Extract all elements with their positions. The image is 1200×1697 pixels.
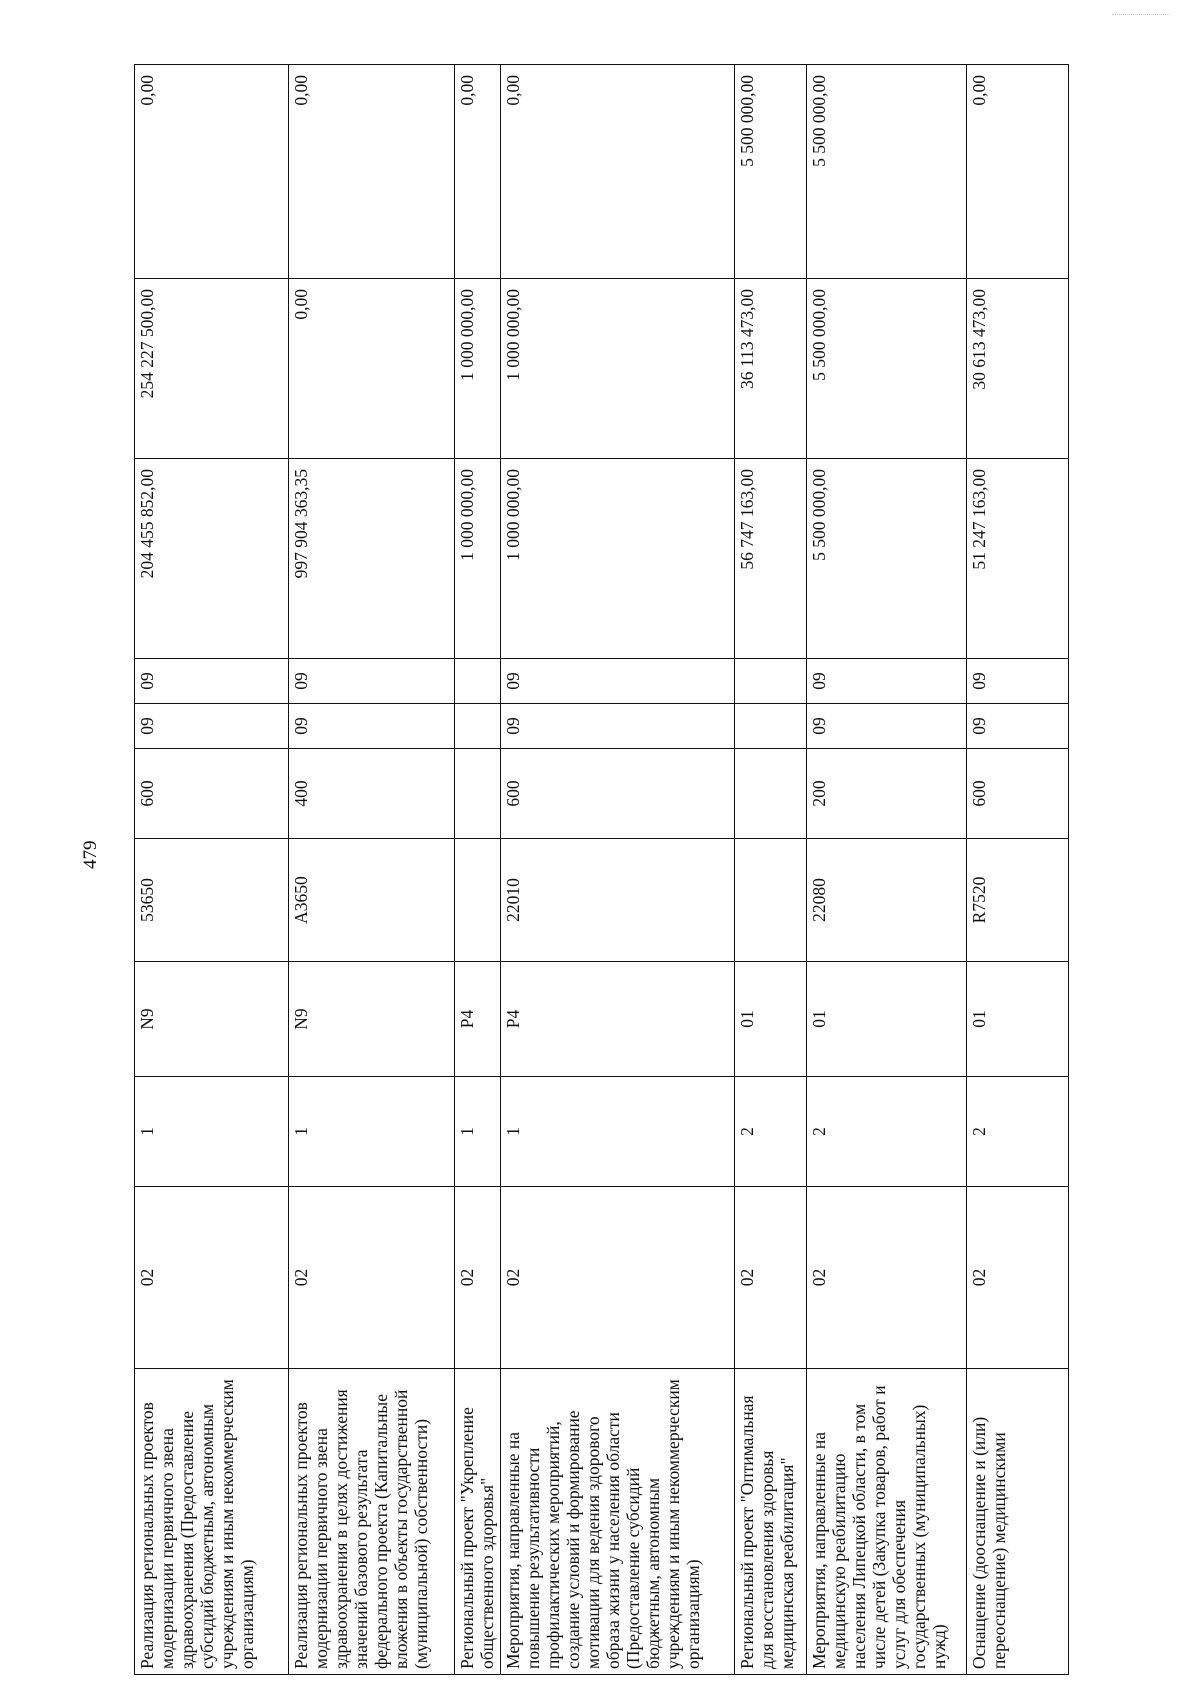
subsection-cell: 09	[289, 659, 455, 704]
program-code-cell: 02	[455, 1187, 501, 1369]
subprogram-code-cell: 1	[289, 1077, 455, 1187]
project-code-cell: 01	[735, 962, 807, 1077]
subsection-cell	[455, 659, 501, 704]
table-body	[135, 65, 1069, 1675]
amount-year1-cell: 997 904 363,35	[289, 459, 455, 659]
amount-year3-cell: 0,00	[135, 65, 289, 279]
expense-type-cell: 600	[501, 749, 735, 839]
amount-year2-cell: 36 113 473,00	[735, 279, 807, 459]
expense-type-cell: 600	[967, 749, 1069, 839]
amount-year1-cell: 5 500 000,00	[807, 459, 967, 659]
amount-year3-cell: 0,00	[967, 65, 1069, 279]
table-row	[735, 65, 807, 1675]
section-cell: 09	[289, 704, 455, 749]
amount-year2-cell: 254 227 500,00	[135, 279, 289, 459]
table-row	[135, 65, 289, 1675]
section-cell	[455, 704, 501, 749]
table-row	[455, 65, 501, 1675]
subprogram-code-cell: 1	[455, 1077, 501, 1187]
program-code-cell: 02	[501, 1187, 735, 1369]
row-name-cell: Региональный проект "Оптимальная для восстановления здоровья медицинская реабилитация"	[735, 1369, 807, 1675]
amount-year2-cell: 0,00	[289, 279, 455, 459]
program-code-cell: 02	[735, 1187, 807, 1369]
expense-direction-cell: R7520	[967, 839, 1069, 962]
subsection-cell	[735, 659, 807, 704]
program-code-cell: 02	[135, 1187, 289, 1369]
amount-year1-cell: 56 747 163,00	[735, 459, 807, 659]
program-code-cell: 02	[289, 1187, 455, 1369]
row-name-cell: Мероприятия, направленные на повышение результативности профилактических мероприятий, создание условий и формирование мотивации для ведения здорового образа жизни у населения области (Предоставление субсидий бюджетным, автономным учреждениям и иным некоммерческим организациям)	[501, 1369, 735, 1675]
expense-direction-cell	[735, 839, 807, 962]
section-cell	[735, 704, 807, 749]
amount-year2-cell: 30 613 473,00	[967, 279, 1069, 459]
subprogram-code-cell: 2	[735, 1077, 807, 1187]
table-row	[289, 65, 455, 1675]
amount-year3-cell: 0,00	[501, 65, 735, 279]
subprogram-code-cell: 1	[501, 1077, 735, 1187]
expense-type-cell	[455, 749, 501, 839]
project-code-cell: Р4	[501, 962, 735, 1077]
project-code-cell: Р4	[455, 962, 501, 1077]
section-cell: 09	[501, 704, 735, 749]
expense-type-cell: 600	[135, 749, 289, 839]
row-name-cell: Мероприятия, направленные на медицинскую реабилитацию населения Липецкой области, в том числе детей (Закупка товаров, работ и услуг для обеспечения государственных (муниципальных) нужд)	[807, 1369, 967, 1675]
table-row	[807, 65, 967, 1675]
amount-year3-cell: 0,00	[455, 65, 501, 279]
amount-year1-cell: 1 000 000,00	[501, 459, 735, 659]
table-row	[501, 65, 735, 1675]
program-code-cell: 02	[967, 1187, 1069, 1369]
subsection-cell: 09	[135, 659, 289, 704]
amount-year1-cell: 51 247 163,00	[967, 459, 1069, 659]
subsection-cell: 09	[967, 659, 1069, 704]
amount-year1-cell: 1 000 000,00	[455, 459, 501, 659]
expense-type-cell: 200	[807, 749, 967, 839]
program-code-cell: 02	[807, 1187, 967, 1369]
project-code-cell: 01	[807, 962, 967, 1077]
amount-year3-cell: 5 500 000,00	[735, 65, 807, 279]
expense-direction-cell: 53650	[135, 839, 289, 962]
expense-direction-cell: 22010	[501, 839, 735, 962]
subprogram-code-cell: 1	[135, 1077, 289, 1187]
project-code-cell: N9	[289, 962, 455, 1077]
subsection-cell: 09	[501, 659, 735, 704]
project-code-cell: 01	[967, 962, 1069, 1077]
project-code-cell: N9	[135, 962, 289, 1077]
expense-direction-cell: А3650	[289, 839, 455, 962]
amount-year2-cell: 1 000 000,00	[501, 279, 735, 459]
amount-year1-cell: 204 455 852,00	[135, 459, 289, 659]
expense-direction-cell: 22080	[807, 839, 967, 962]
row-name-cell: Региональный проект "Укрепление общественного здоровья"	[455, 1369, 501, 1675]
scan-artifact	[1112, 14, 1170, 18]
table-row	[967, 65, 1069, 1675]
row-name-cell: Оснащение (дооснащение и (или) переоснащение) медицинскими	[967, 1369, 1069, 1675]
amount-year2-cell: 1 000 000,00	[455, 279, 501, 459]
budget-table	[134, 64, 1069, 1675]
page-number: 479	[80, 840, 101, 870]
amount-year3-cell: 0,00	[289, 65, 455, 279]
section-cell: 09	[807, 704, 967, 749]
row-name-cell: Реализация региональных проектов модернизации первичного звена здравоохранения (Предоставление субсидий бюджетным, автономным учреждениям и иным некоммерческим организациям)	[135, 1369, 289, 1675]
amount-year2-cell: 5 500 000,00	[807, 279, 967, 459]
subprogram-code-cell: 2	[807, 1077, 967, 1187]
row-name-cell: Реализация региональных проектов модернизации первичного звена здравоохранения в целях достижения значений базового результата федерального проекта (Капитальные вложения в объекты государственной (муниципальной) собственности)	[289, 1369, 455, 1675]
amount-year3-cell: 5 500 000,00	[807, 65, 967, 279]
expense-type-cell	[735, 749, 807, 839]
subprogram-code-cell: 2	[967, 1077, 1069, 1187]
subsection-cell: 09	[807, 659, 967, 704]
expense-direction-cell	[455, 839, 501, 962]
section-cell: 09	[135, 704, 289, 749]
section-cell: 09	[967, 704, 1069, 749]
expense-type-cell: 400	[289, 749, 455, 839]
budget-table-container	[134, 65, 1068, 1675]
